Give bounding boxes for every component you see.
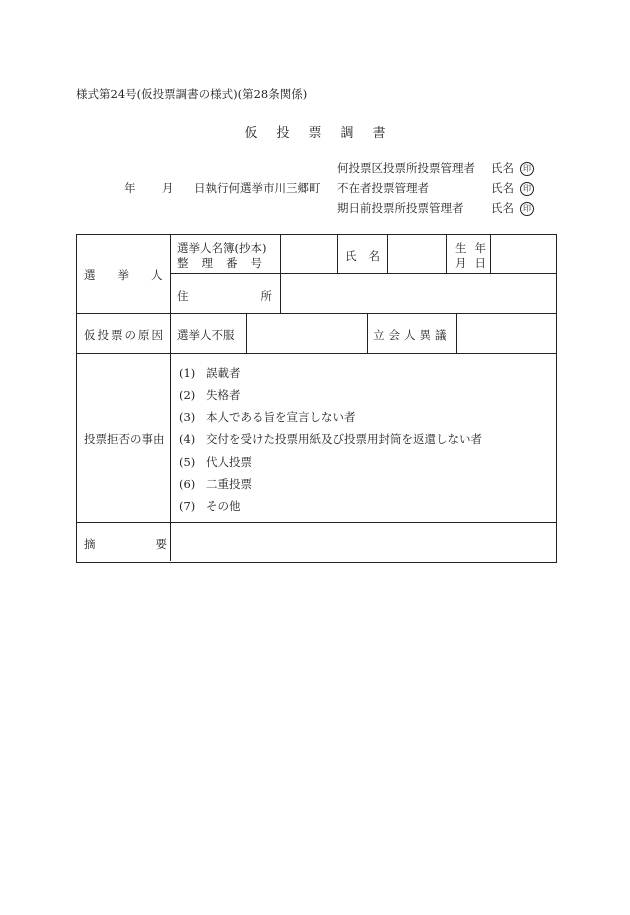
table-border (76, 234, 557, 563)
address-label: 住所 (177, 289, 344, 303)
election-description: 日執行何選挙市川三郷町 (194, 181, 321, 195)
birth-date-label: 生年 (455, 241, 494, 255)
name-label: 氏名 (345, 249, 392, 263)
provisional-cause-label: 仮投票の原因 (84, 328, 165, 342)
table-divider (76, 353, 556, 354)
table-divider (76, 522, 556, 523)
date-year-label: 年 (124, 181, 136, 195)
table-divider (456, 313, 457, 353)
rejection-reason-label: 投票拒否の事由 (84, 432, 165, 446)
reason-item: (6) 二重投票 (179, 477, 252, 491)
voter-objection-label: 選挙人不服 (177, 328, 235, 342)
manager-name-row (491, 160, 534, 176)
manager-name-row (491, 180, 534, 196)
table-divider (446, 234, 447, 274)
reason-item: (7) その他 (179, 499, 241, 513)
register-number-label: 整理番号 (177, 256, 275, 270)
table-divider (337, 234, 338, 274)
reason-item: (5) 代人投票 (179, 455, 252, 469)
document-title: 仮投票調書 (244, 126, 405, 141)
table-divider (170, 234, 171, 561)
manager-role-early-voting: 期日前投票所投票管理者 (337, 201, 464, 215)
witness-objection-label: 立会人異議 (373, 328, 451, 342)
date-month-label: 月 (162, 181, 174, 195)
table-divider (76, 313, 556, 314)
remarks-label: 摘要 (84, 537, 227, 551)
reason-item: (3) 本人である旨を宣言しない者 (179, 410, 356, 424)
reason-item: (2) 失格者 (179, 388, 241, 402)
reason-item: (4) 交付を受けた投票用紙及び投票用封筒を返還しない者 (179, 432, 482, 446)
register-label: 選挙人名簿(抄本) (177, 241, 267, 255)
reason-item: (1) 誤載者 (179, 366, 241, 380)
seal-icon: 印 (520, 202, 534, 216)
birth-date-label: 月日 (455, 256, 494, 270)
voter-label: 選挙人 (84, 268, 185, 282)
form-number: 様式第24号(仮投票調書の様式)(第28条関係) (76, 87, 308, 101)
seal-icon: 印 (520, 182, 534, 196)
manager-role-absentee: 不在者投票管理者 (337, 181, 429, 195)
name-label: 氏名 (491, 181, 514, 195)
manager-role-polling-station: 何投票区投票所投票管理者 (337, 161, 475, 175)
table-divider (246, 313, 247, 353)
seal-icon: 印 (520, 162, 534, 176)
manager-name-row (491, 200, 534, 216)
name-label: 氏名 (491, 201, 514, 215)
name-label: 氏名 (491, 161, 514, 175)
table-divider (367, 313, 368, 353)
table-divider (170, 273, 556, 274)
